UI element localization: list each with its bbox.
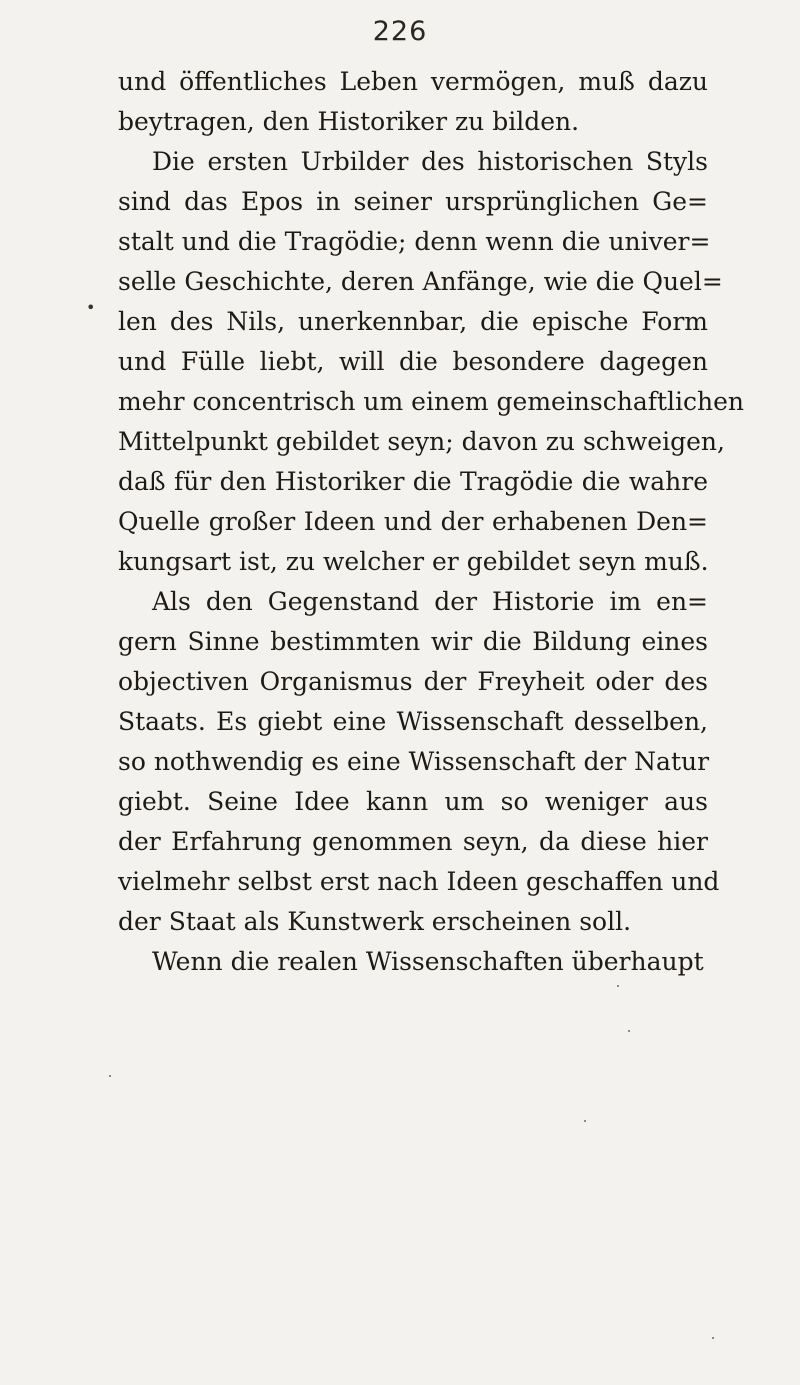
paper-speck (712, 1337, 714, 1339)
paper-speck (584, 1120, 586, 1122)
paper-speck (617, 985, 619, 987)
text-line: Wenn die realen Wissenschaften überhaupt (152, 947, 704, 976)
text-line: Quelle großer Ideen und der erhabenen Den= (118, 507, 708, 536)
text-line: der Erfahrung genommen seyn, da diese hier (118, 827, 708, 856)
text-line: beytragen, den Historiker zu bilden. (118, 107, 580, 136)
text-line: stalt und die Tragödie; denn wenn die univer= (118, 227, 711, 256)
text-line: so nothwendig es eine Wissenschaft der Natur (118, 747, 710, 776)
margin-mark: • (86, 298, 96, 317)
text-line: gern Sinne bestimmten wir die Bildung eines (118, 627, 708, 656)
text-line: Die ersten Urbilder des historischen Styls (152, 147, 708, 176)
text-line: giebt. Seine Idee kann um so weniger aus (118, 787, 708, 816)
text-line: objectiven Organismus der Freyheit oder des (118, 667, 708, 696)
paper-speck (109, 1075, 111, 1077)
page-number: 226 (372, 16, 428, 47)
paper-speck (628, 1030, 630, 1032)
text-line: mehr concentrisch um einem gemeinschaftlichen (118, 387, 745, 416)
text-line: selle Geschichte, deren Anfänge, wie die Quel= (118, 267, 723, 296)
text-line: sind das Epos in seiner ursprünglichen Ge= (118, 187, 708, 216)
text-line: Staats. Es giebt eine Wissenschaft desselben, (118, 707, 708, 736)
text-line: der Staat als Kunstwerk erscheinen soll. (118, 907, 632, 936)
text-line: und Fülle liebt, will die besondere dagegen (118, 347, 708, 376)
text-line: vielmehr selbst erst nach Ideen geschaffen und (118, 867, 720, 896)
text-line: und öffentliches Leben vermögen, muß dazu (118, 67, 708, 96)
text-line: kungsart ist, zu welcher er gebildet seyn muß. (118, 547, 709, 576)
text-line: daß für den Historiker die Tragödie die wahre (118, 467, 708, 496)
text-line: len des Nils, unerkennbar, die epische Form (118, 307, 708, 336)
text-line: Als den Gegenstand der Historie im en= (152, 587, 708, 616)
text-line: Mittelpunkt gebildet seyn; davon zu schweigen, (118, 427, 725, 456)
